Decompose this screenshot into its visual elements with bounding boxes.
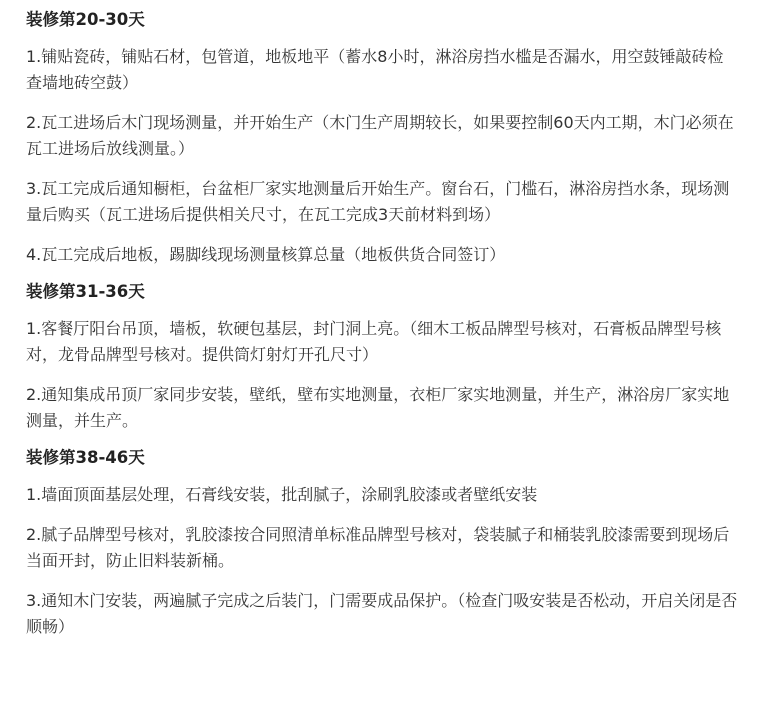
section-title-31-36: 装修第31-36天 bbox=[26, 282, 145, 301]
paragraph: 2.腻子品牌型号核对，乳胶漆按合同照清单标准品牌型号核对，袋装腻子和桶装乳胶漆需要到现场后当面开封，防止旧料装新桶。 bbox=[26, 525, 730, 570]
paragraph: 3.通知木门安装，两遍腻子完成之后装门，门需要成品保护。（检查门吸安装是否松动，开启关闭是否顺畅） bbox=[26, 591, 738, 636]
paragraph: 2.瓦工进场后木门现场测量，并开始生产（木门生产周期较长，如果要控制60天内工期，木门必须在瓦工进场后放线测量。） bbox=[26, 113, 734, 158]
paragraph: 1.铺贴瓷砖，铺贴石材，包管道，地板地平（蓄水8小时，淋浴房挡水槛是否漏水，用空鼓锤敲砖检查墙地砖空鼓） bbox=[26, 47, 724, 92]
paragraph: 1.墙面顶面基层处理，石膏线安装，批刮腻子，涂刷乳胶漆或者壁纸安装 bbox=[26, 485, 538, 504]
document-body bbox=[26, 0, 738, 640]
section-title-38-46: 装修第38-46天 bbox=[26, 448, 145, 467]
paragraph: 4.瓦工完成后地板，踢脚线现场测量核算总量（地板供货合同签订） bbox=[26, 245, 506, 264]
paragraph: 2.通知集成吊顶厂家同步安装，壁纸，壁布实地测量，衣柜厂家实地测量，并生产，淋浴房厂家实地测量，并生产。 bbox=[26, 385, 730, 430]
paragraph: 1.客餐厅阳台吊顶，墙板，软硬包基层，封门洞上亮。（细木工板品牌型号核对，石膏板品牌型号核对，龙骨品牌型号核对。提供筒灯射灯开孔尺寸） bbox=[26, 319, 722, 364]
section-title-20-30: 装修第20-30天 bbox=[26, 10, 145, 29]
paragraph: 3.瓦工完成后通知橱柜，台盆柜厂家实地测量后开始生产。窗台石，门槛石，淋浴房挡水条，现场测量后购买（瓦工进场后提供相关尺寸，在瓦工完成3天前材料到场） bbox=[26, 179, 730, 224]
